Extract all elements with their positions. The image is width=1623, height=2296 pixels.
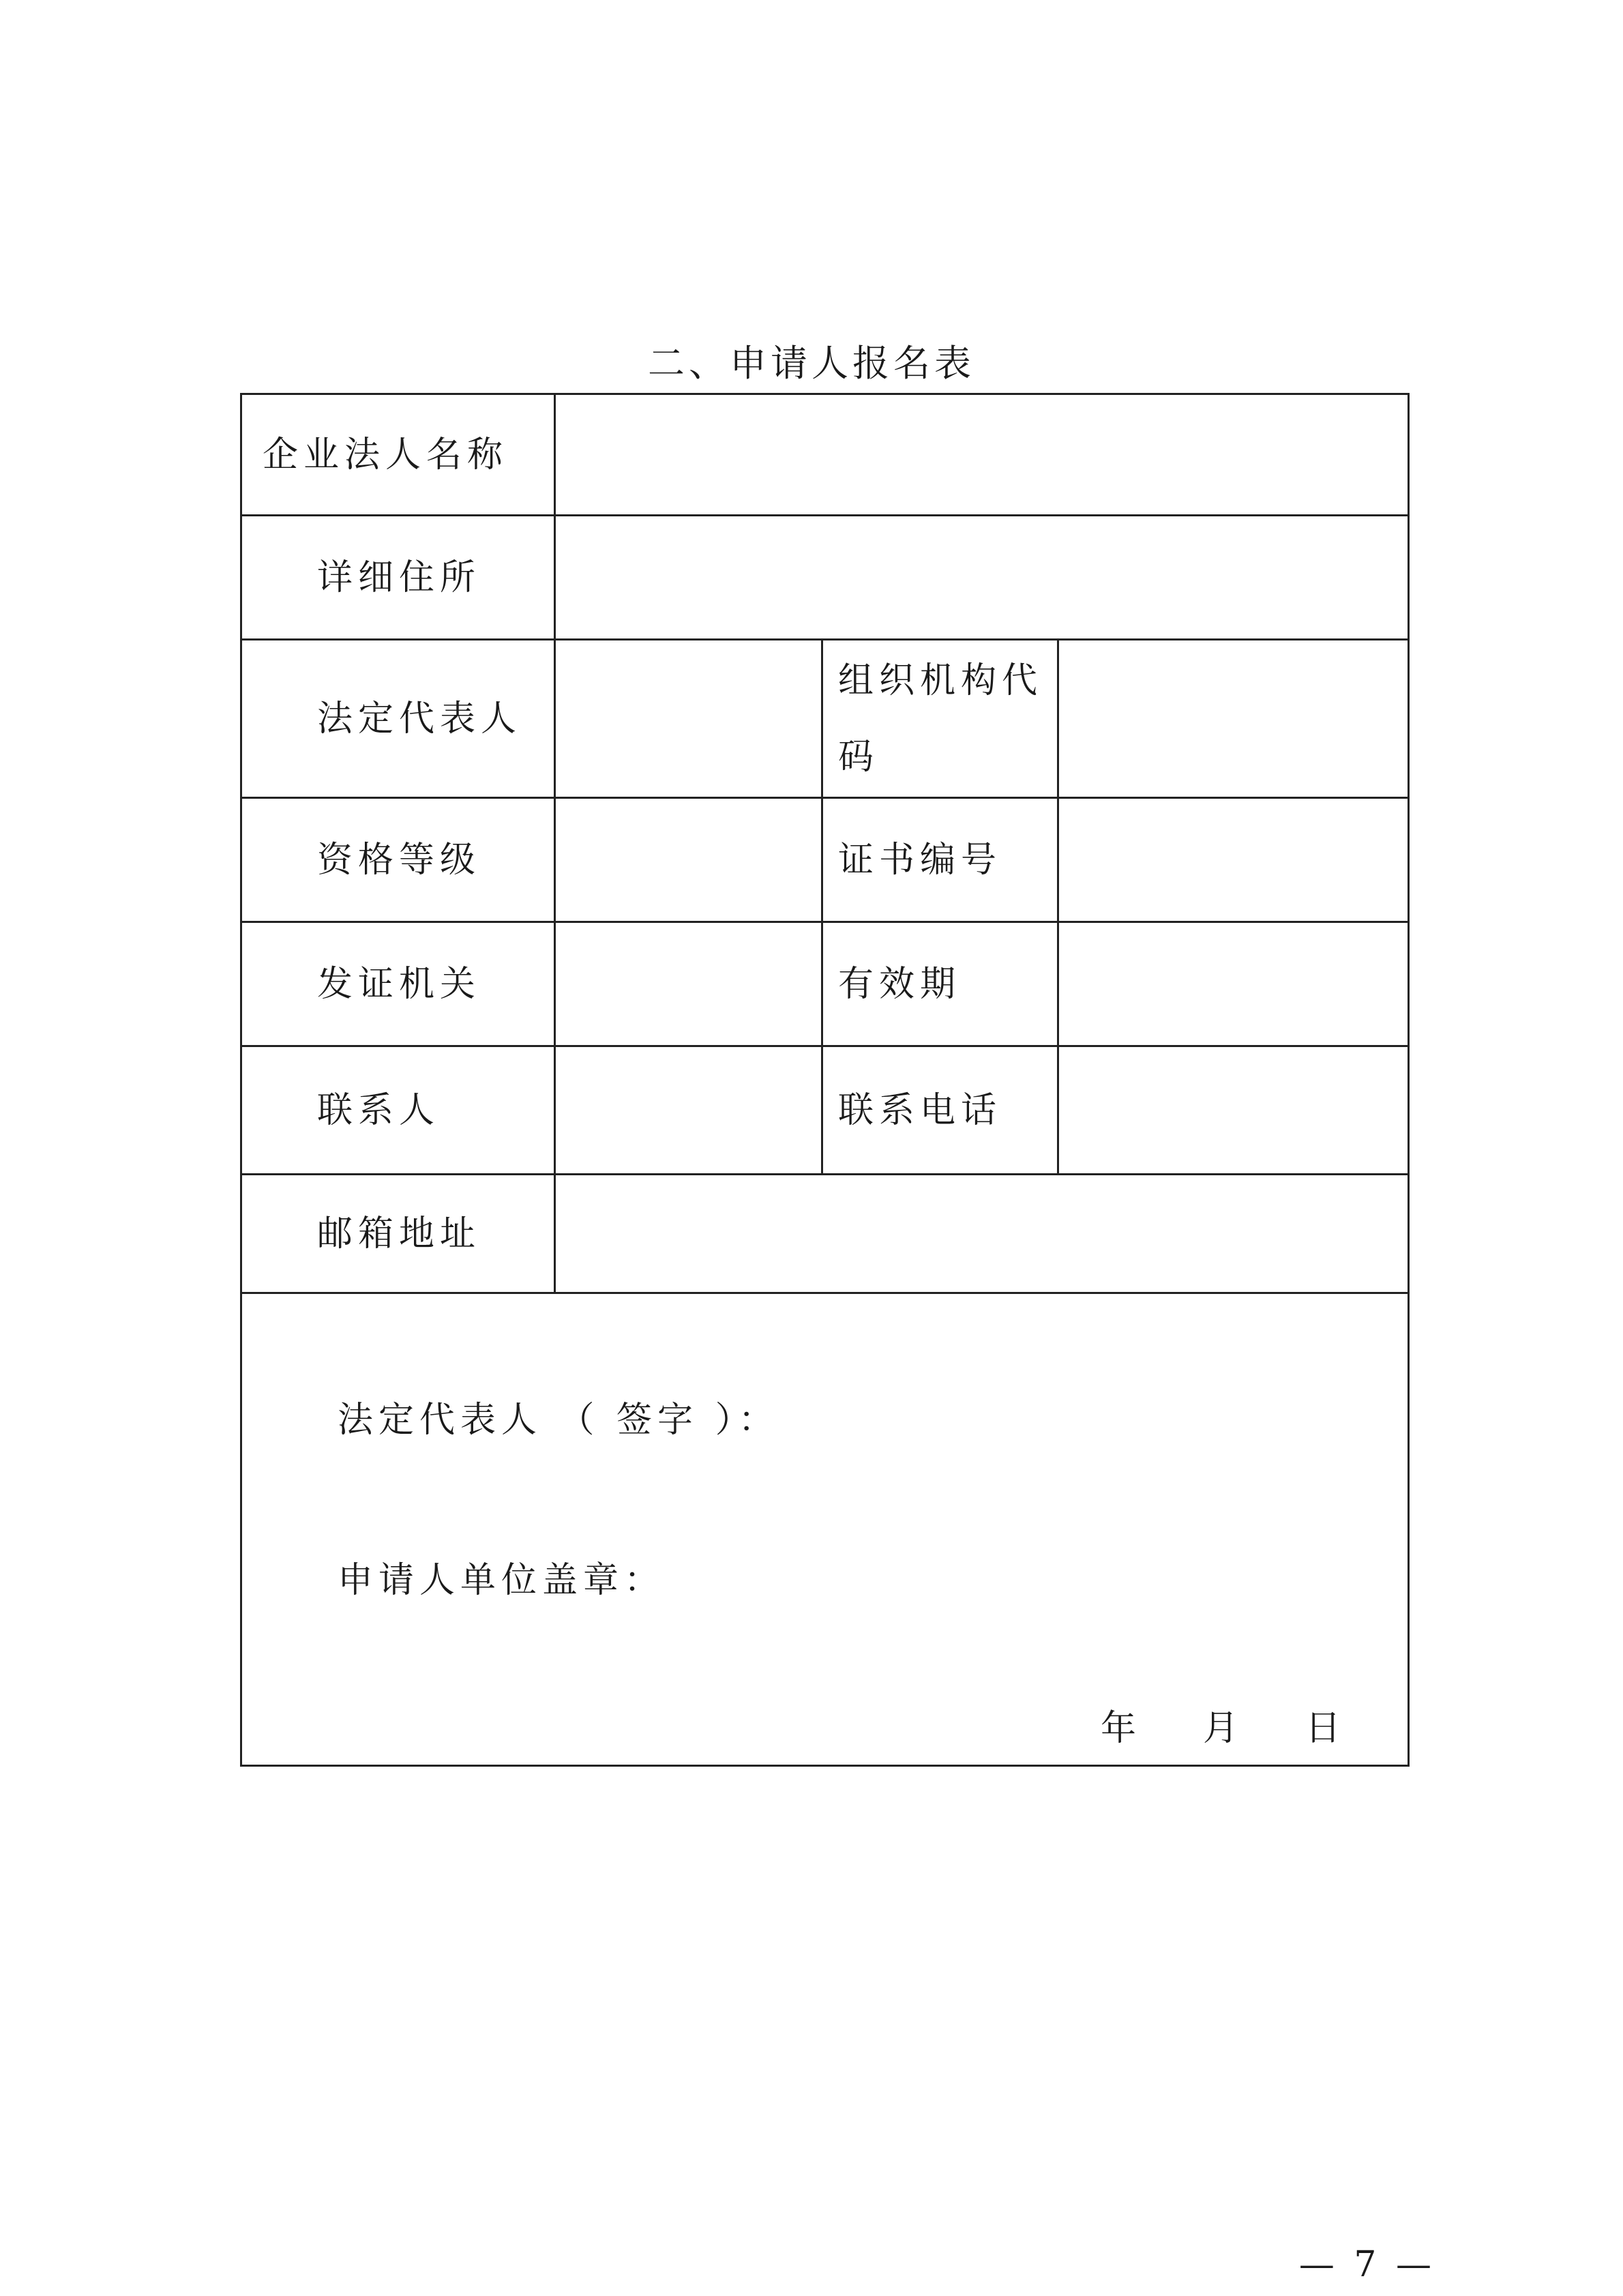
qualification-label: 资格等级 <box>241 798 555 922</box>
phone-field[interactable] <box>1058 1046 1409 1175</box>
row-enterprise-name <box>241 394 1409 516</box>
signature-cell <box>241 1293 1409 1766</box>
org-code-label: 组织机构代码 <box>822 640 1058 798</box>
enterprise-name-label: 企业法人名称 <box>241 394 555 516</box>
row-contact <box>241 1046 1409 1175</box>
date-year-label: 年 <box>1100 1708 1142 1749</box>
date-line <box>1101 1705 1346 1752</box>
row-email <box>241 1175 1409 1293</box>
validity-label: 有效期 <box>822 922 1058 1046</box>
legal-rep-signature-label: 法定代表人 （ 签字 ）： <box>338 1400 779 1441</box>
org-code-field[interactable] <box>1058 640 1409 798</box>
row-issuer <box>241 922 1409 1046</box>
row-address <box>241 516 1409 640</box>
legal-rep-field[interactable] <box>555 640 822 798</box>
contact-field[interactable] <box>555 1046 822 1175</box>
date-month-label: 月 <box>1202 1708 1244 1749</box>
date-day-label: 日 <box>1305 1708 1346 1749</box>
cert-no-label: 证书编号 <box>822 798 1058 922</box>
cert-no-field[interactable] <box>1058 798 1409 922</box>
issuer-field[interactable] <box>555 922 822 1046</box>
enterprise-name-field[interactable] <box>555 394 1409 516</box>
email-label: 邮箱地址 <box>241 1175 555 1293</box>
page-number: — 7 — <box>1298 2244 1435 2285</box>
unit-seal-label: 申请人单位盖章： <box>338 1560 666 1601</box>
row-legal-rep <box>241 640 1409 798</box>
validity-field[interactable] <box>1058 922 1409 1046</box>
address-field[interactable] <box>555 516 1409 640</box>
legal-rep-label: 法定代表人 <box>241 640 555 798</box>
email-field[interactable] <box>555 1175 1409 1293</box>
registration-form-table <box>240 393 1410 1767</box>
phone-label: 联系电话 <box>822 1046 1058 1175</box>
row-signature <box>241 1293 1409 1766</box>
contact-label: 联系人 <box>241 1046 555 1175</box>
page-title: 二、申请人报名表 <box>648 342 975 385</box>
qualification-field[interactable] <box>555 798 822 922</box>
address-label: 详细住所 <box>241 516 555 640</box>
row-qualification <box>241 798 1409 922</box>
issuer-label: 发证机关 <box>241 922 555 1046</box>
